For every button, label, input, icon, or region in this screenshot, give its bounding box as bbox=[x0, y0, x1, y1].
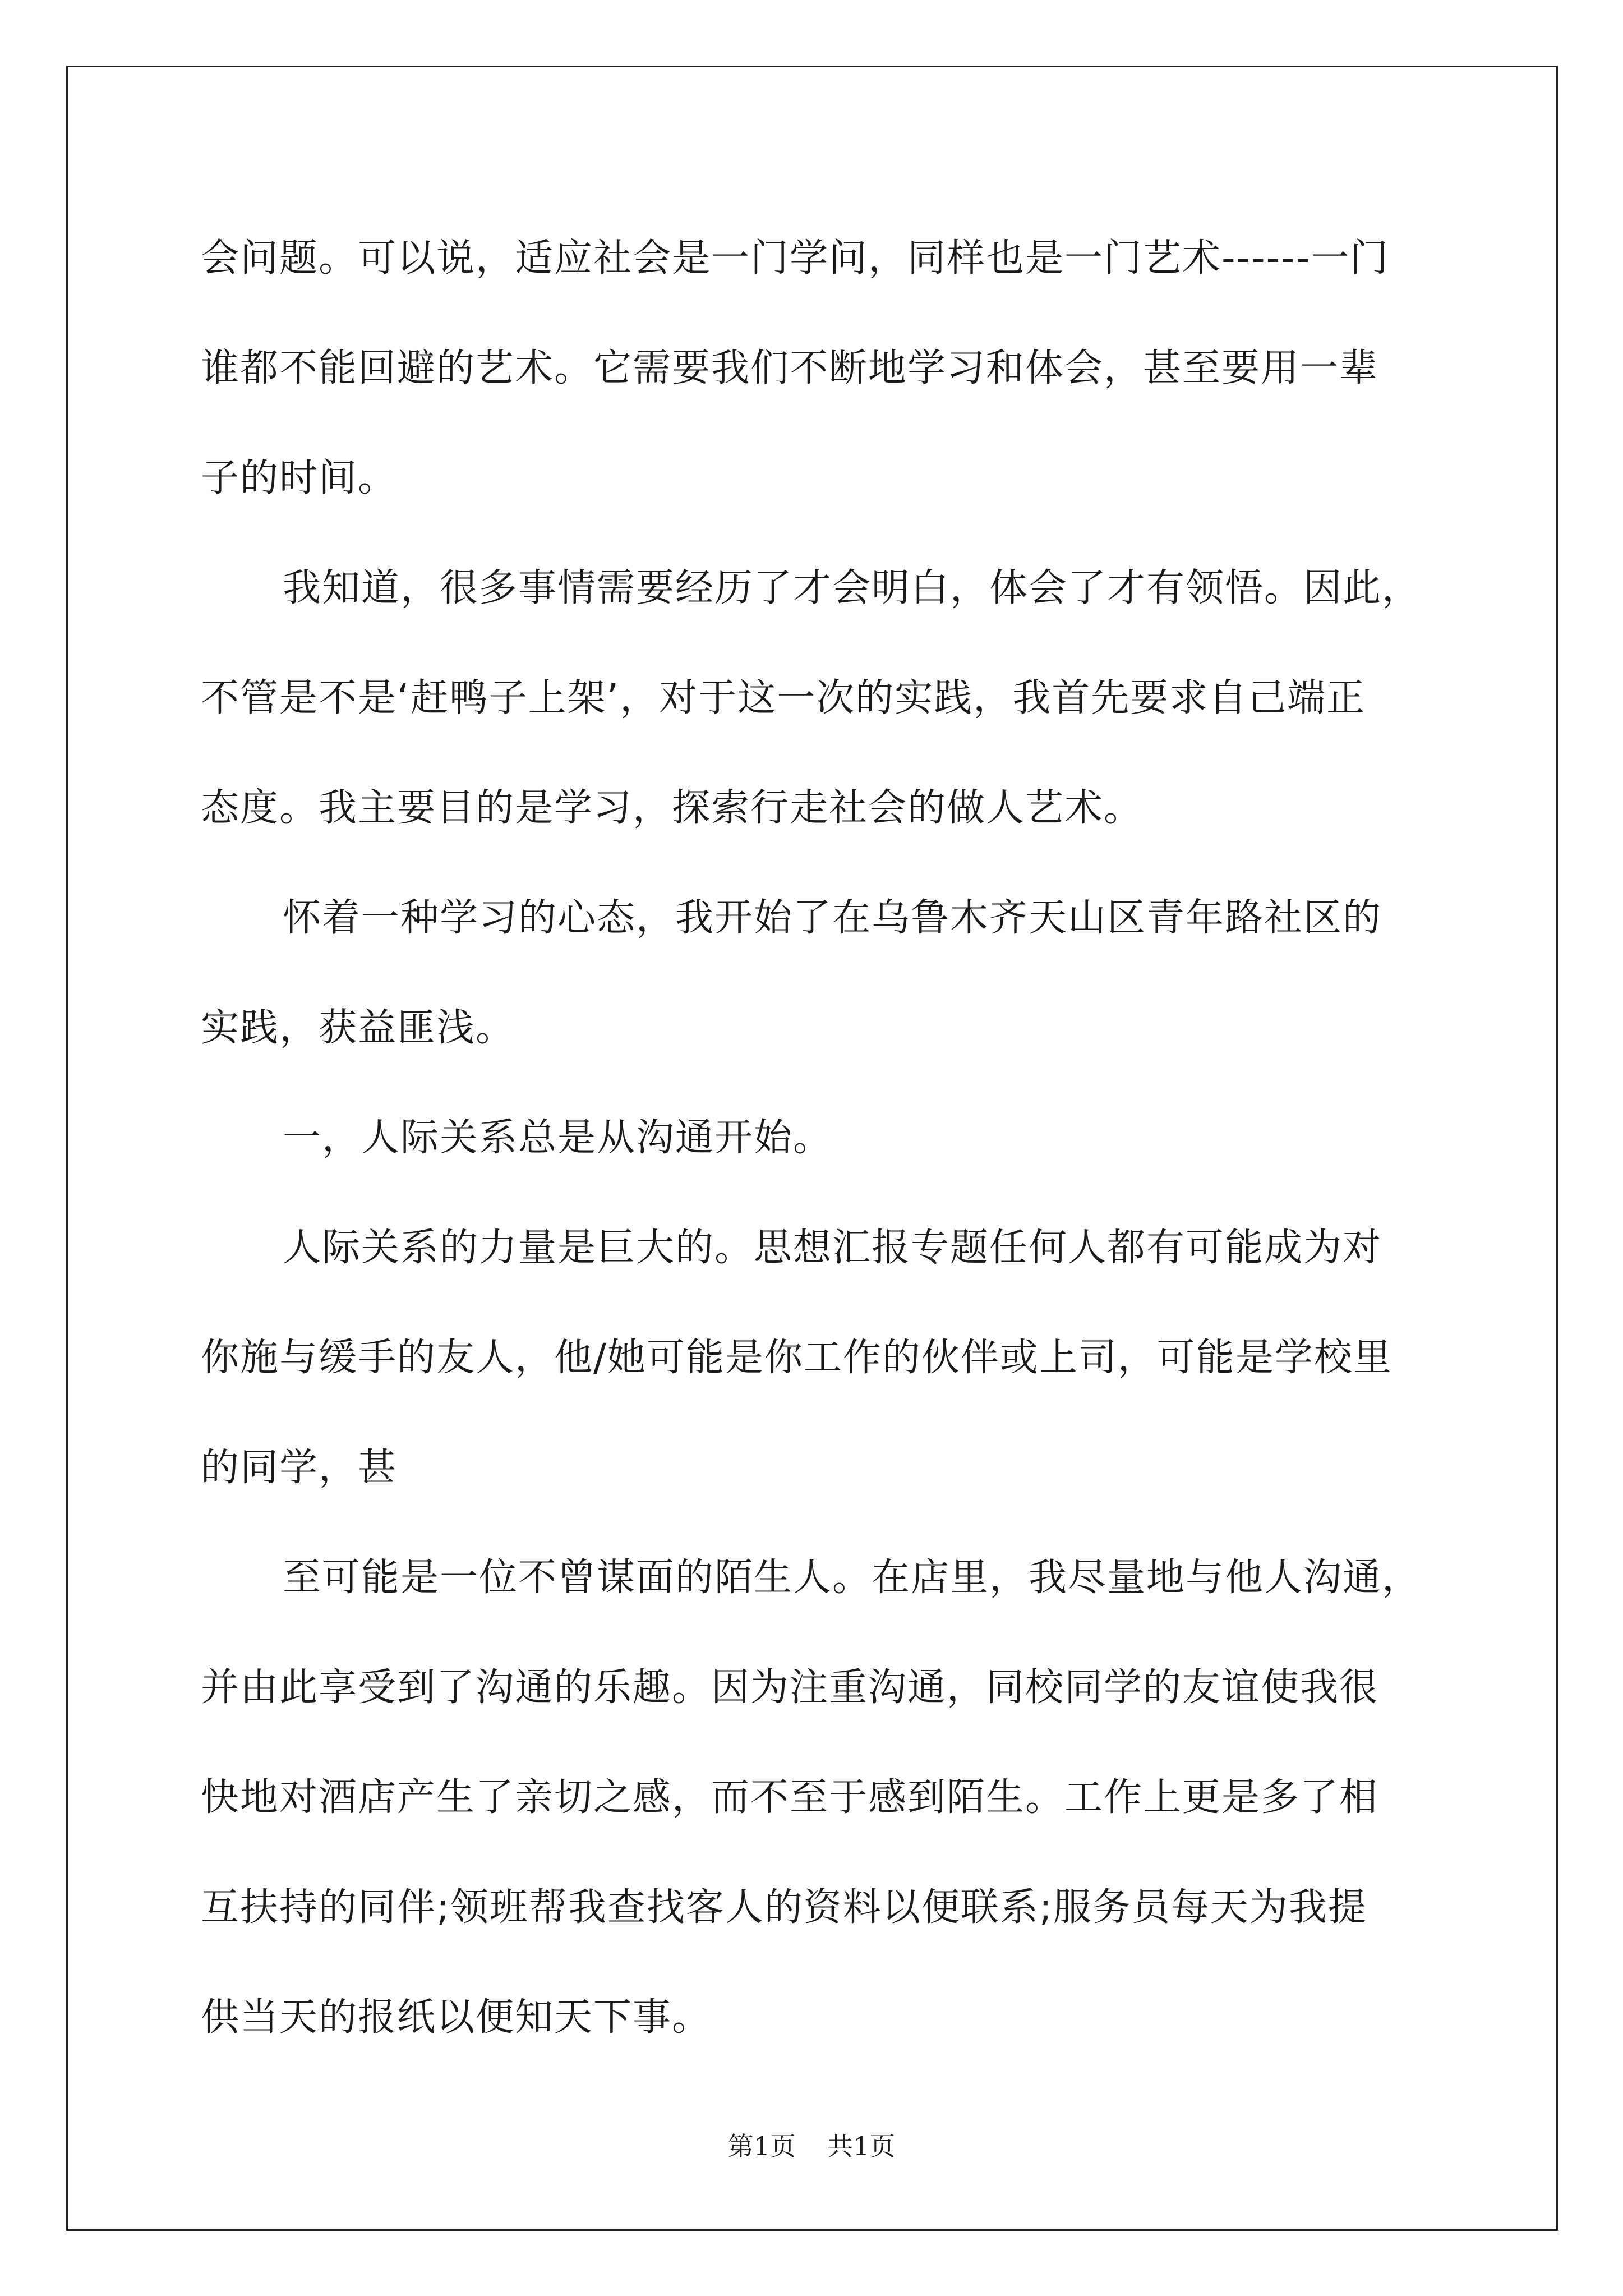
text-line: 快地对酒店产生了亲切之感，而不至于感到陌生。工作上更是多了相 bbox=[201, 1775, 1379, 1820]
paragraph-first-line: 至可能是一位不曾谋面的陌生人。在店里，我尽量地与他人沟通， bbox=[283, 1556, 1422, 1600]
paragraph-first-line: 我知道，很多事情需要经历了才会明白，体会了才有领悟。因此， bbox=[283, 566, 1422, 610]
text-line: 态度。我主要目的是学习，探索行走社会的做人艺术。 bbox=[201, 786, 1144, 830]
document-body bbox=[201, 204, 1435, 2073]
paragraph-first-line: 人际关系的力量是巨大的。思想汇报专题任何人都有可能成为对 bbox=[283, 1226, 1382, 1270]
text-line: 你施与缓手的友人，他/她可能是你工作的伙伴或上司，可能是学校里 bbox=[201, 1336, 1393, 1380]
text-line: 的同学，甚 bbox=[201, 1446, 398, 1490]
text-line: 谁都不能回避的艺术。它需要我们不断地学习和体会，甚至要用一辈 bbox=[201, 346, 1379, 390]
text-line: 并由此享受到了沟通的乐趣。因为注重沟通，同校同学的友谊使我很 bbox=[201, 1665, 1379, 1710]
text-line: 供当天的报纸以便知天下事。 bbox=[201, 1995, 712, 2040]
text-line: 不管是不是‘赶鸭子上架’，对于这一次的实践，我首先要求自己端正 bbox=[201, 676, 1366, 720]
text-line: 会问题。可以说，适应社会是一门学问，同样也是一门艺术------一门 bbox=[201, 236, 1390, 280]
page-number: 第1页 bbox=[727, 2131, 796, 2161]
paragraph-first-line: 怀着一种学习的心态，我开始了在乌鲁木齐天山区青年路社区的 bbox=[283, 896, 1382, 940]
text-line: 实践，获益匪浅。 bbox=[201, 1006, 515, 1050]
page-total: 共1页 bbox=[827, 2131, 896, 2161]
page-footer bbox=[0, 2126, 1623, 2163]
section-heading: 一，人际关系总是从沟通开始。 bbox=[283, 1116, 833, 1160]
text-line: 子的时间。 bbox=[201, 456, 398, 500]
text-line: 互扶持的同伴;领班帮我查找客人的资料以便联系;服务员每天为我提 bbox=[201, 1885, 1367, 1930]
